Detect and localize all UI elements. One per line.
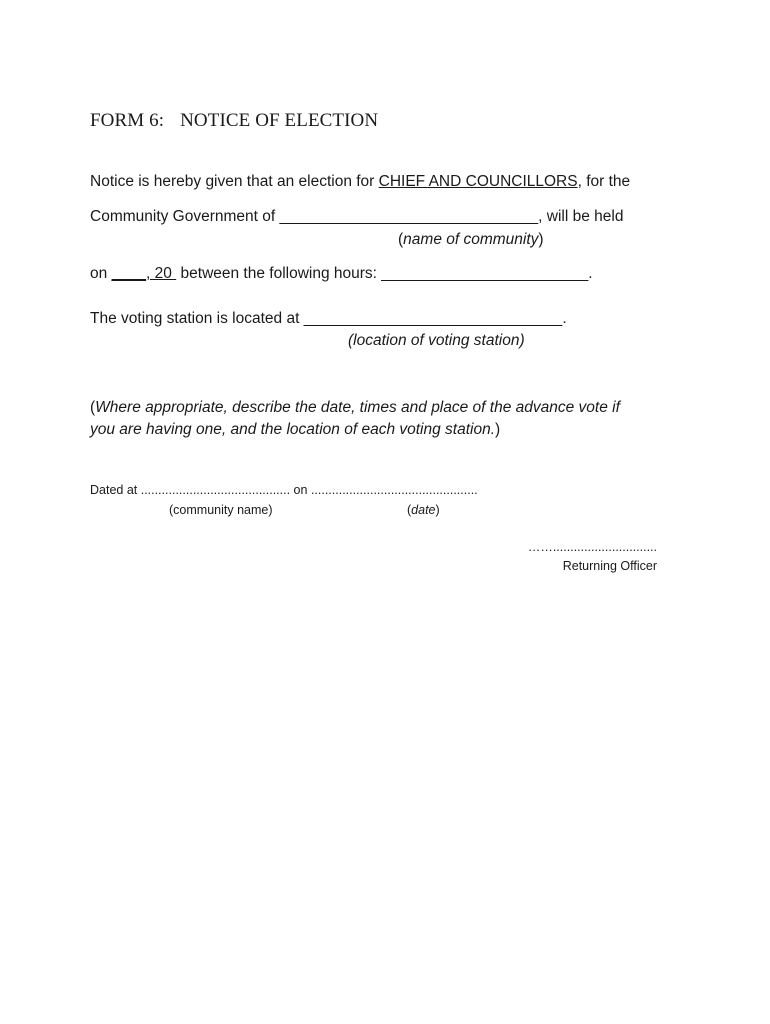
- form-title: [90, 110, 378, 132]
- community-government-label: Community Government of: [90, 208, 280, 225]
- will-be-held-text: , will be held: [538, 208, 624, 225]
- advance-vote-line-2: [90, 421, 500, 439]
- paren-close: ): [495, 421, 501, 438]
- returning-officer-label: Returning Officer: [562, 559, 657, 573]
- office-name: CHIEF AND COUNCILLORS: [378, 173, 578, 190]
- voting-station-line: [90, 310, 567, 328]
- period: .: [588, 265, 593, 282]
- advance-vote-instructions-2: you are having one, and the location of each voting station.: [90, 421, 496, 438]
- notice-line-3: [90, 265, 593, 283]
- dated-date-blank[interactable]: ................................................: [310, 483, 478, 497]
- paren-open: (: [407, 503, 412, 517]
- voting-station-label: The voting station is located at: [90, 310, 304, 327]
- form-heading: NOTICE OF ELECTION: [180, 110, 379, 131]
- hours-label: between the following hours:: [176, 265, 382, 282]
- dated-on-label: on: [290, 483, 311, 497]
- paren-open: (: [398, 231, 404, 248]
- community-name-blank[interactable]: ______________________________: [279, 208, 539, 225]
- form-number: FORM 6:: [90, 110, 165, 131]
- community-caption-text: name of community: [403, 231, 539, 248]
- notice-line-1: [90, 173, 630, 191]
- date-caption-text: date: [411, 503, 436, 517]
- notice-line-2: [90, 208, 623, 226]
- paren-open: (: [90, 399, 96, 416]
- dated-line: [90, 483, 478, 497]
- advance-vote-instructions-1: Where appropriate, describe the date, times and place of the advance vote if: [95, 399, 620, 416]
- election-date-blank[interactable]: ____, 20: [111, 265, 177, 282]
- period: .: [562, 310, 567, 327]
- community-name-caption: (community name): [169, 503, 273, 517]
- advance-vote-line-1: [90, 399, 620, 417]
- paren-close: ): [435, 503, 440, 517]
- paren-close: ): [538, 231, 544, 248]
- on-label: on: [90, 265, 112, 282]
- voting-hours-blank[interactable]: ________________________: [381, 265, 589, 282]
- station-caption: (location of voting station): [348, 332, 525, 349]
- voting-station-blank[interactable]: ______________________________: [303, 310, 563, 327]
- signature-blank[interactable]: ……..............................: [527, 540, 657, 554]
- dated-place-blank[interactable]: ...........................................: [140, 483, 291, 497]
- notice-intro-text: Notice is hereby given that an election for: [90, 173, 379, 190]
- date-caption: [407, 503, 440, 517]
- dated-at-label: Dated at: [90, 483, 141, 497]
- community-caption: [398, 231, 544, 249]
- notice-line-1-suffix: , for the: [577, 173, 631, 190]
